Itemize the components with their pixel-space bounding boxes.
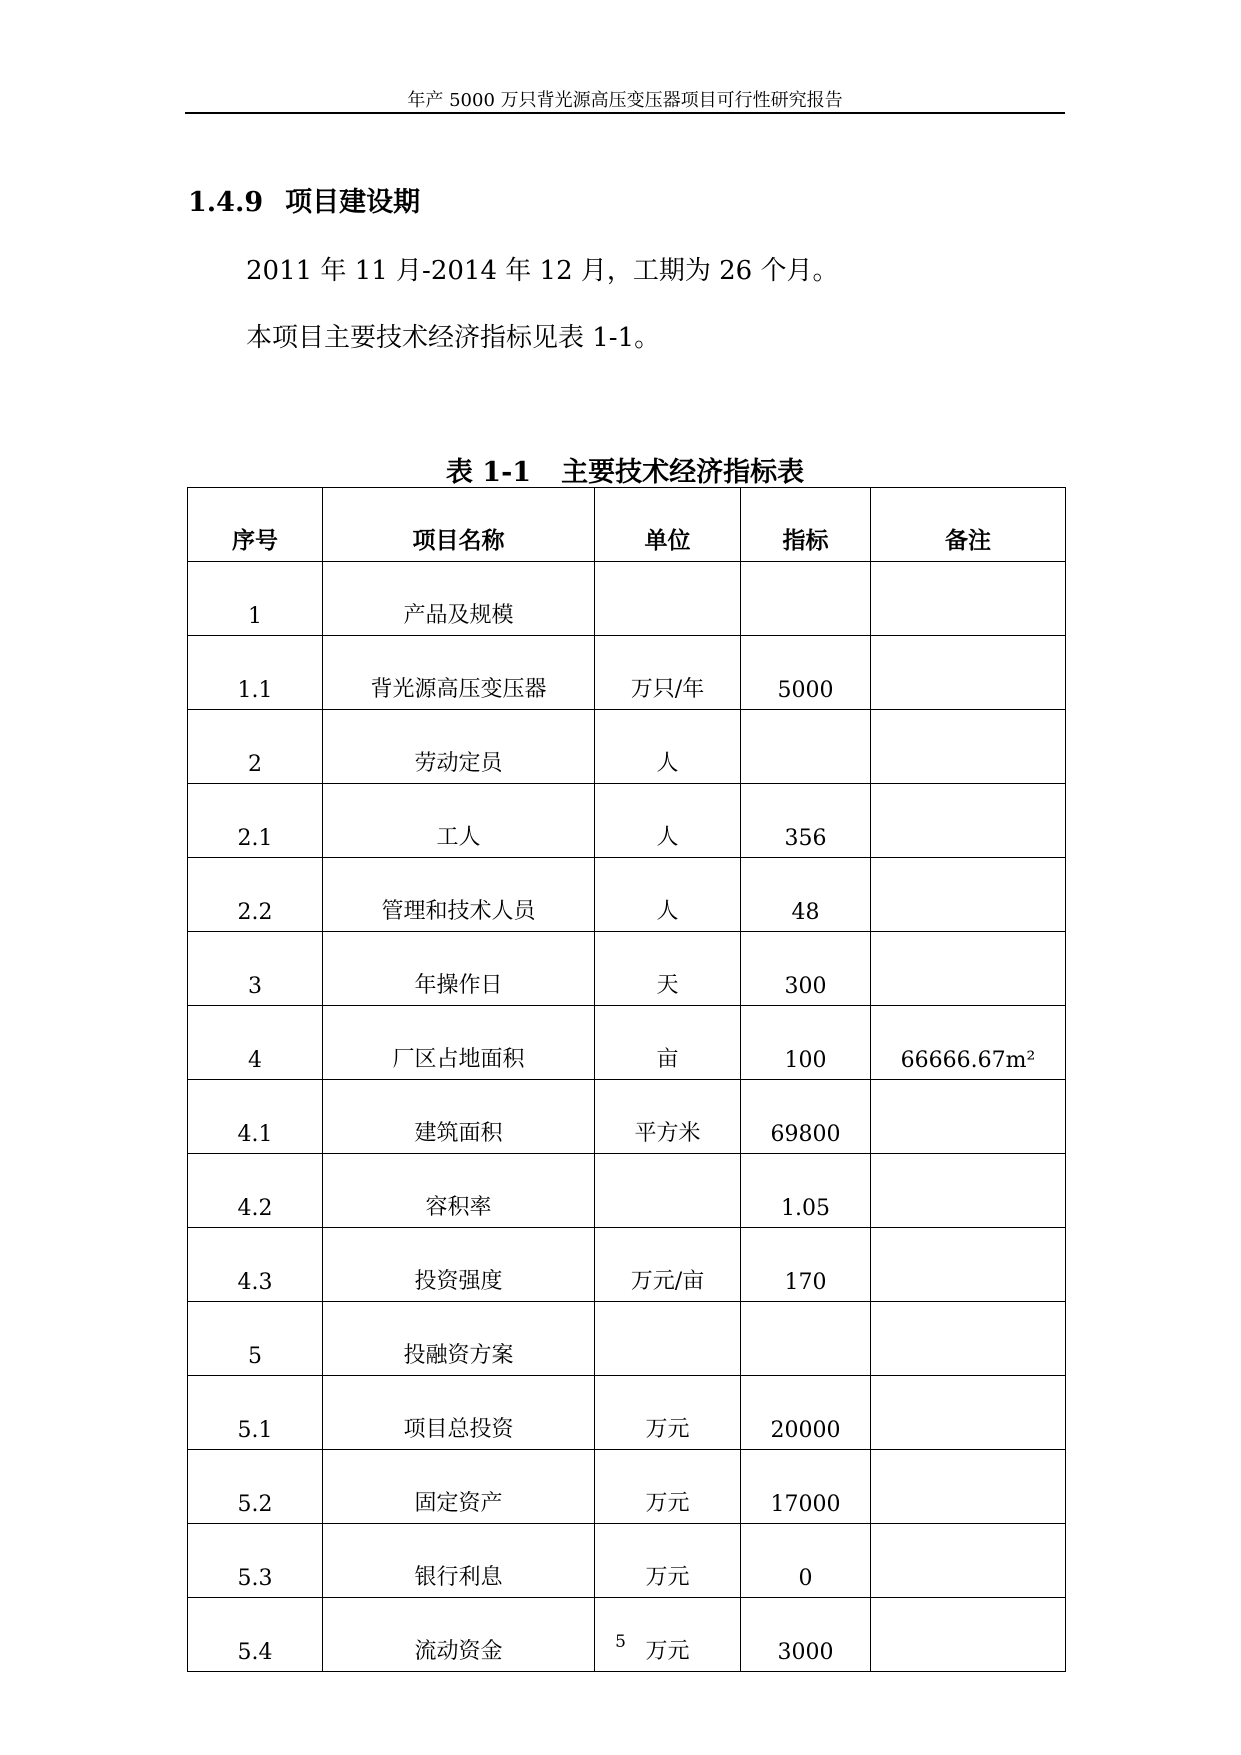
cell-item: 投融资方案 xyxy=(323,1302,595,1376)
cell-seq: 4.2 xyxy=(188,1154,323,1228)
table-row xyxy=(188,1450,1066,1524)
cell-seq: 4.1 xyxy=(188,1080,323,1154)
cell-seq: 4 xyxy=(188,1006,323,1080)
cell-value xyxy=(741,1302,871,1376)
cell-seq: 2 xyxy=(188,710,323,784)
table-caption-number: 表 1-1 xyxy=(445,457,532,488)
paragraph-table-reference: 本项目主要技术经济指标见表 1-1。 xyxy=(246,323,661,353)
cell-seq: 1.1 xyxy=(188,636,323,710)
table-row xyxy=(188,1080,1066,1154)
cell-unit xyxy=(595,562,741,636)
table-header-row xyxy=(188,488,1066,562)
cell-value: 17000 xyxy=(741,1450,871,1524)
cell-unit: 万元 xyxy=(595,1598,741,1672)
cell-unit: 天 xyxy=(595,932,741,1006)
header-cell-item: 项目名称 xyxy=(323,488,595,562)
cell-value: 5000 xyxy=(741,636,871,710)
cell-value: 3000 xyxy=(741,1598,871,1672)
indicators-table xyxy=(187,487,1066,1672)
cell-note xyxy=(871,1228,1066,1302)
table-row xyxy=(188,932,1066,1006)
header-cell-seq: 序号 xyxy=(188,488,323,562)
table-row xyxy=(188,1228,1066,1302)
section-heading xyxy=(188,180,420,219)
cell-unit: 万元 xyxy=(595,1450,741,1524)
cell-unit: 亩 xyxy=(595,1006,741,1080)
cell-item: 年操作日 xyxy=(323,932,595,1006)
cell-item: 容积率 xyxy=(323,1154,595,1228)
table-caption-title: 主要技术经济指标表 xyxy=(561,457,805,488)
cell-seq: 5.3 xyxy=(188,1524,323,1598)
table-row xyxy=(188,1524,1066,1598)
cell-item: 银行利息 xyxy=(323,1524,595,1598)
cell-note xyxy=(871,1154,1066,1228)
cell-value: 48 xyxy=(741,858,871,932)
cell-unit: 人 xyxy=(595,784,741,858)
cell-unit xyxy=(595,1154,741,1228)
table-row xyxy=(188,1154,1066,1228)
cell-value: 300 xyxy=(741,932,871,1006)
cell-value: 356 xyxy=(741,784,871,858)
cell-item: 产品及规模 xyxy=(323,562,595,636)
cell-item: 厂区占地面积 xyxy=(323,1006,595,1080)
cell-item: 流动资金 xyxy=(323,1598,595,1672)
cell-unit: 人 xyxy=(595,858,741,932)
page-number: 5 xyxy=(615,1632,626,1652)
cell-note xyxy=(871,1376,1066,1450)
cell-unit xyxy=(595,1302,741,1376)
header-divider xyxy=(185,112,1065,114)
cell-value: 170 xyxy=(741,1228,871,1302)
cell-note xyxy=(871,1524,1066,1598)
table-row xyxy=(188,858,1066,932)
cell-item: 工人 xyxy=(323,784,595,858)
cell-value: 1.05 xyxy=(741,1154,871,1228)
cell-value xyxy=(741,710,871,784)
cell-value xyxy=(741,562,871,636)
section-number: 1.4.9 xyxy=(188,187,264,218)
cell-value: 0 xyxy=(741,1524,871,1598)
cell-unit: 万元 xyxy=(595,1524,741,1598)
cell-seq: 5 xyxy=(188,1302,323,1376)
table-row xyxy=(188,784,1066,858)
cell-note xyxy=(871,932,1066,1006)
cell-seq: 5.2 xyxy=(188,1450,323,1524)
table-row xyxy=(188,710,1066,784)
cell-note xyxy=(871,562,1066,636)
cell-note xyxy=(871,636,1066,710)
paragraph-construction-period: 2011 年 11 月-2014 年 12 月，工期为 26 个月。 xyxy=(246,256,839,286)
cell-unit: 万元 xyxy=(595,1376,741,1450)
table-row xyxy=(188,1376,1066,1450)
cell-seq: 1 xyxy=(188,562,323,636)
table-caption xyxy=(185,450,1065,489)
cell-note xyxy=(871,784,1066,858)
cell-note xyxy=(871,710,1066,784)
cell-item: 劳动定员 xyxy=(323,710,595,784)
table-row xyxy=(188,562,1066,636)
cell-item: 管理和技术人员 xyxy=(323,858,595,932)
cell-value: 20000 xyxy=(741,1376,871,1450)
cell-note xyxy=(871,1080,1066,1154)
cell-item: 项目总投资 xyxy=(323,1376,595,1450)
cell-note xyxy=(871,1302,1066,1376)
cell-seq: 4.3 xyxy=(188,1228,323,1302)
cell-note: 66666.67m² xyxy=(871,1006,1066,1080)
cell-seq: 5.4 xyxy=(188,1598,323,1672)
table-row xyxy=(188,1006,1066,1080)
cell-value: 100 xyxy=(741,1006,871,1080)
cell-unit: 万只/年 xyxy=(595,636,741,710)
table-body xyxy=(188,562,1066,1672)
cell-item: 固定资产 xyxy=(323,1450,595,1524)
header-cell-unit: 单位 xyxy=(595,488,741,562)
header-cell-note: 备注 xyxy=(871,488,1066,562)
cell-item: 建筑面积 xyxy=(323,1080,595,1154)
cell-seq: 2.1 xyxy=(188,784,323,858)
cell-item: 背光源高压变压器 xyxy=(323,636,595,710)
cell-value: 69800 xyxy=(741,1080,871,1154)
cell-unit: 万元/亩 xyxy=(595,1228,741,1302)
table-row xyxy=(188,636,1066,710)
table-row xyxy=(188,1302,1066,1376)
cell-seq: 3 xyxy=(188,932,323,1006)
header-cell-value: 指标 xyxy=(741,488,871,562)
cell-unit: 人 xyxy=(595,710,741,784)
cell-note xyxy=(871,858,1066,932)
cell-unit: 平方米 xyxy=(595,1080,741,1154)
cell-note xyxy=(871,1450,1066,1524)
section-title: 项目建设期 xyxy=(285,187,421,218)
cell-item: 投资强度 xyxy=(323,1228,595,1302)
cell-seq: 2.2 xyxy=(188,858,323,932)
page-header-title: 年产 5000 万只背光源高压变压器项目可行性研究报告 xyxy=(407,90,843,111)
cell-seq: 5.1 xyxy=(188,1376,323,1450)
